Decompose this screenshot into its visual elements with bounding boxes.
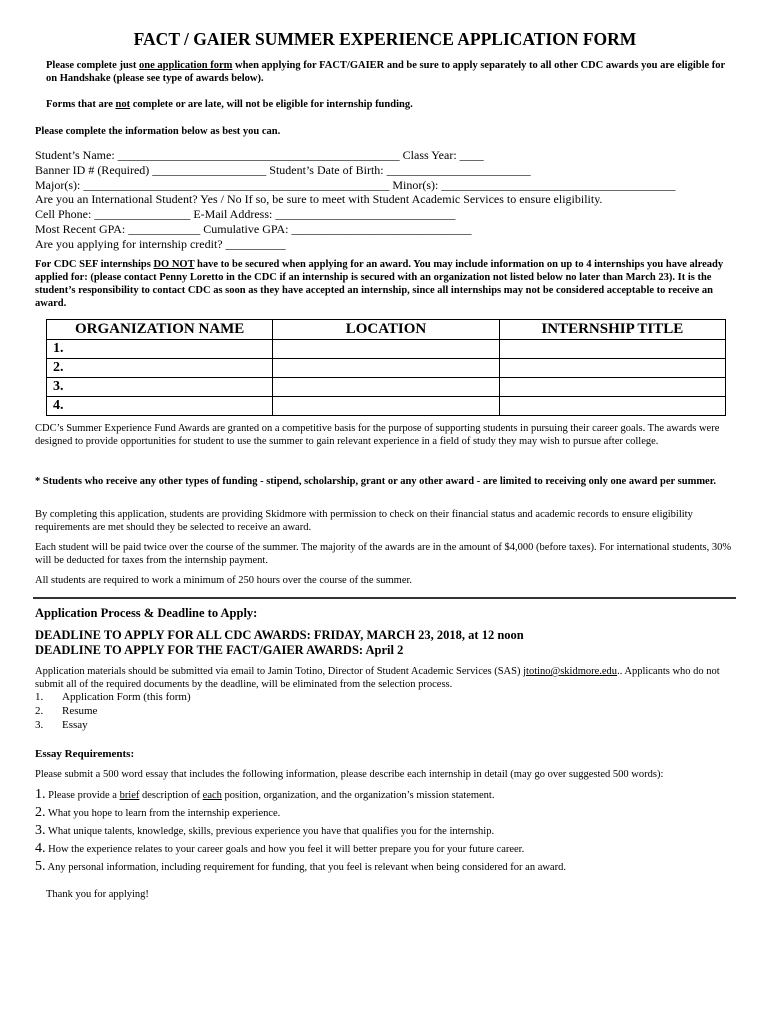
essay-item-1-text-c: position, organization, and the organization’s mission statement.: [221, 790, 495, 801]
essay-item-number: 2.: [35, 805, 46, 820]
hours-paragraph: All students are required to work a minimum of 250 hours over the course of the summer.: [35, 575, 413, 586]
materials-text-1: Application materials should be submitted via email to Jamin Totino, Director of Student Academic Services (SAS): [35, 666, 524, 677]
essay-item-1-text-a: Please provide a: [48, 790, 120, 801]
deadline-fact-gaier: DEADLINE TO APPLY FOR THE FACT/GAIER AWARDS: April 2: [35, 643, 404, 657]
row-organization-cell[interactable]: 1.: [47, 340, 273, 359]
deadline-all-awards: DEADLINE TO APPLY FOR ALL CDC AWARDS: FRIDAY, MARCH 23, 2018, at 12 noon: [35, 628, 524, 642]
forms-note: [46, 98, 748, 111]
list-item-number: 3.: [35, 719, 44, 731]
list-item-label: Application Form (this form): [62, 691, 191, 703]
essay-item-number: 3.: [35, 823, 46, 838]
essay-item-label: How the experience relates to your career goals and how you feel it will better prepare you for your future career.: [48, 844, 525, 855]
student-name-class-year-field[interactable]: Student’s Name: _______________________________________________ Class Year: ____: [35, 148, 484, 162]
international-student-field[interactable]: Are you an International Student? Yes / No If so, be sure to meet with Student Academic Services to ensure eligibility.: [35, 192, 603, 206]
table-header-row: [47, 320, 726, 340]
list-item-label: Essay: [62, 719, 88, 731]
process-heading: Application Process & Deadline to Apply:: [35, 606, 258, 620]
essay-item-label: What you hope to learn from the internship experience.: [47, 808, 281, 819]
essay-item-label: Any personal information, including requirement for funding, that you feel is relevant when being considered for an award.: [47, 862, 566, 873]
row-location-cell[interactable]: [273, 378, 499, 397]
row-title-cell[interactable]: [499, 340, 725, 359]
intro-text-2: when applying for FACT/GAIER and be sure to apply separately to all other CDC awards you are eligible for on Handshake (please see type of awards below).: [46, 60, 726, 84]
row-organization-cell[interactable]: 4.: [47, 397, 273, 416]
list-item: [35, 691, 191, 703]
table-row: [47, 340, 726, 359]
essay-item-1-each: each: [202, 790, 222, 801]
intro-paragraph: [46, 59, 736, 85]
list-item-number: 1.: [35, 691, 44, 703]
major-minor-field[interactable]: Major(s): ___________________________________________________ Minor(s): _______________________________________: [35, 178, 676, 192]
forms-note-text-2: complete or are late, will not be eligible for internship funding.: [130, 99, 413, 110]
table-row: [47, 359, 726, 378]
funding-paragraph: * Students who receive any other types of funding - stipend, scholarship, grant or any other award - are limited to receiving only one award per summer.: [35, 476, 717, 487]
essay-item-1: [35, 787, 494, 803]
form-title: FACT / GAIER SUMMER EXPERIENCE APPLICATION FORM: [133, 29, 637, 49]
intro-text-1: Please complete just: [46, 60, 140, 71]
essay-item-label: What unique talents, knowledge, skills, previous experience you have that qualifies you for the internship.: [47, 826, 495, 837]
thank-you-note: Thank you for applying!: [46, 889, 149, 900]
essay-item-1-text-b: description of: [139, 790, 203, 801]
list-item: [35, 705, 97, 717]
permission-paragraph: By completing this application, students are providing Skidmore with permission to check on their financial status and academic records to ensure eligibility requirements are met should they be selected to receive an award.: [35, 509, 693, 533]
materials-paragraph: [35, 665, 737, 691]
sef-underline: DO NOT: [153, 259, 195, 270]
essay-heading: Essay Requirements:: [35, 748, 135, 760]
essay-item-2: [35, 805, 280, 821]
list-item-number: 2.: [35, 705, 44, 717]
row-location-cell[interactable]: [273, 340, 499, 359]
row-title-cell[interactable]: [499, 397, 725, 416]
sef-paragraph: [35, 258, 737, 310]
header-internship-title: INTERNSHIP TITLE: [499, 320, 725, 340]
essay-item-5: [35, 859, 566, 875]
row-title-cell[interactable]: [499, 359, 725, 378]
header-location: LOCATION: [273, 320, 499, 340]
essay-item-3: [35, 823, 494, 839]
gpa-field[interactable]: Most Recent GPA: ____________ Cumulative GPA: ______________________________: [35, 222, 472, 236]
row-location-cell[interactable]: [273, 359, 499, 378]
forms-note-text-1: Forms that are: [46, 99, 116, 110]
header-organization-name: ORGANIZATION NAME: [47, 320, 273, 340]
essay-intro: Please submit a 500 word essay that includes the following information, please describe each internship in detail (may go over suggested 500 words):: [35, 769, 664, 780]
table-row: [47, 378, 726, 397]
payment-paragraph: Each student will be paid twice over the course of the summer. The majority of the awards are in the amount of $4,000 (before taxes). For international students, 30% will be deducted for taxes from the internship payment.: [35, 542, 732, 566]
email-link[interactable]: jtotino@skidmore.edu: [523, 666, 618, 677]
intro-underline: one application form: [139, 60, 233, 71]
essay-item-number: 5.: [35, 859, 46, 874]
essay-item-4: [35, 841, 524, 857]
sef-text-2: have to be secured when applying for an award. You may include information on up to 4 internships you have already applied for: (please contact Penny Loretto in the CDC if an internship is secured with an organization not listed below no later than March 23). It is the student’s responsibility to contact CDC as soon as they have accepted an internship, since all internships may not be considered acceptable to receive an award.: [35, 259, 724, 309]
sef-text-1: For CDC SEF internships: [35, 259, 154, 270]
row-location-cell[interactable]: [273, 397, 499, 416]
essay-item-1-brief: brief: [119, 790, 140, 801]
internships-table: [46, 319, 726, 416]
awards-paragraph: CDC’s Summer Experience Fund Awards are granted on a competitive basis for the purpose of supporting students in pursuing their career goals. The awards were designed to provide opportunities for student to use the summer to gain relevant experience in a field of study they may wish to pursue after college.: [35, 423, 720, 447]
list-item-label: Resume: [62, 705, 98, 717]
materials-text-2: .. Applicants who do not submit all of the required documents by the deadline, will be eliminated from the selection process.: [35, 666, 720, 690]
table-row: [47, 397, 726, 416]
row-organization-cell[interactable]: 2.: [47, 359, 273, 378]
internship-credit-field[interactable]: Are you applying for internship credit? __________: [35, 237, 286, 251]
phone-email-field[interactable]: Cell Phone: ________________ E-Mail Address: ______________________________: [35, 207, 456, 221]
complete-info-note: Please complete the information below as best you can.: [35, 126, 281, 137]
list-item: [35, 719, 88, 731]
row-organization-cell[interactable]: 3.: [47, 378, 273, 397]
section-divider: [33, 597, 736, 599]
row-title-cell[interactable]: [499, 378, 725, 397]
forms-note-underline: not: [115, 99, 131, 110]
essay-item-number: 4.: [35, 841, 46, 856]
essay-item-number: 1.: [35, 787, 46, 802]
banner-id-dob-field[interactable]: Banner ID # (Required) ___________________ Student’s Date of Birth: ________________________: [35, 163, 531, 177]
